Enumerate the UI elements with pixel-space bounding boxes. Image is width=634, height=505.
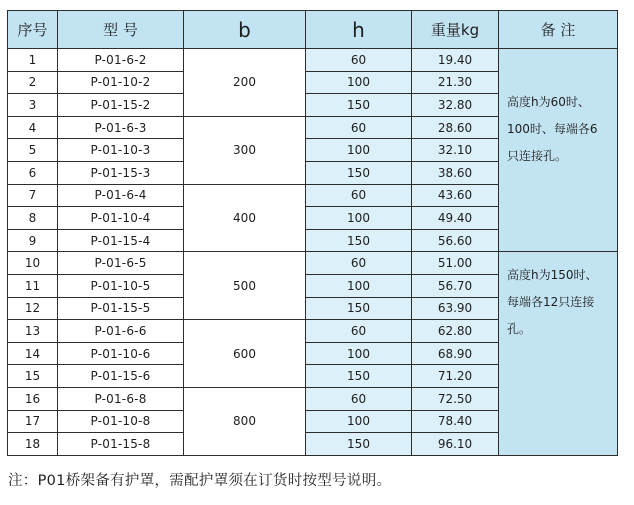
header-model: 型 号 [58, 11, 184, 49]
cell-model: P-01-15-6 [58, 365, 184, 388]
cell-weight: 72.50 [412, 387, 499, 410]
cell-weight: 38.60 [412, 161, 499, 184]
cell-h: 60 [306, 184, 412, 207]
header-h: h [306, 11, 412, 49]
cell-b: 600 [184, 320, 306, 388]
cell-seq: 4 [8, 116, 58, 139]
cell-b: 800 [184, 387, 306, 455]
cell-h: 100 [306, 274, 412, 297]
cell-model: P-01-10-6 [58, 342, 184, 365]
cell-seq: 13 [8, 320, 58, 343]
cell-h: 150 [306, 365, 412, 388]
cell-seq: 8 [8, 207, 58, 230]
cell-h: 100 [306, 207, 412, 230]
header-b: b [184, 11, 306, 49]
cell-model: P-01-15-3 [58, 161, 184, 184]
cell-model: P-01-15-8 [58, 433, 184, 456]
header-remark: 备 注 [499, 11, 618, 49]
cell-weight: 19.40 [412, 49, 499, 72]
cell-seq: 16 [8, 387, 58, 410]
cell-seq: 18 [8, 433, 58, 456]
cell-h: 150 [306, 297, 412, 320]
table-header-row [8, 11, 618, 49]
spec-table [7, 10, 618, 456]
cell-seq: 5 [8, 139, 58, 162]
cell-model: P-01-10-3 [58, 139, 184, 162]
cell-seq: 14 [8, 342, 58, 365]
cell-seq: 6 [8, 161, 58, 184]
cell-h: 100 [306, 71, 412, 94]
table-row [8, 49, 618, 72]
cell-model: P-01-6-4 [58, 184, 184, 207]
cell-seq: 17 [8, 410, 58, 433]
cell-h: 60 [306, 49, 412, 72]
cell-h: 60 [306, 387, 412, 410]
cell-model: P-01-15-2 [58, 94, 184, 117]
cell-h: 150 [306, 161, 412, 184]
cell-b: 200 [184, 49, 306, 117]
cell-h: 60 [306, 116, 412, 139]
cell-seq: 1 [8, 49, 58, 72]
cell-seq: 11 [8, 274, 58, 297]
cell-model: P-01-15-4 [58, 229, 184, 252]
cell-seq: 2 [8, 71, 58, 94]
cell-model: P-01-10-2 [58, 71, 184, 94]
cell-b: 500 [184, 252, 306, 320]
cell-weight: 51.00 [412, 252, 499, 275]
cell-b: 400 [184, 184, 306, 252]
cell-model: P-01-6-3 [58, 116, 184, 139]
footnote: 注：P01桥架备有护罩，需配护罩须在订货时按型号说明。 [8, 473, 392, 489]
table-row [8, 252, 618, 275]
cell-weight: 96.10 [412, 433, 499, 456]
cell-seq: 15 [8, 365, 58, 388]
cell-seq: 9 [8, 229, 58, 252]
cell-model: P-01-6-2 [58, 49, 184, 72]
cell-seq: 12 [8, 297, 58, 320]
remark-h150: 高度h为150时、每端各12只连接孔。 [499, 252, 618, 455]
remark-h60-h100: 高度h为60时、100时、每端各6只连接孔。 [499, 49, 618, 252]
cell-weight: 78.40 [412, 410, 499, 433]
cell-weight: 56.70 [412, 274, 499, 297]
cell-weight: 43.60 [412, 184, 499, 207]
cell-weight: 63.90 [412, 297, 499, 320]
cell-weight: 32.80 [412, 94, 499, 117]
cell-weight: 28.60 [412, 116, 499, 139]
cell-model: P-01-6-8 [58, 387, 184, 410]
cell-weight: 21.30 [412, 71, 499, 94]
cell-weight: 56.60 [412, 229, 499, 252]
cell-weight: 68.90 [412, 342, 499, 365]
cell-weight: 49.40 [412, 207, 499, 230]
cell-model: P-01-6-5 [58, 252, 184, 275]
cell-seq: 10 [8, 252, 58, 275]
cell-h: 100 [306, 410, 412, 433]
cell-weight: 71.20 [412, 365, 499, 388]
header-weight: 重量kg [412, 11, 499, 49]
cell-b: 300 [184, 116, 306, 184]
cell-h: 150 [306, 94, 412, 117]
header-seq: 序号 [8, 11, 58, 49]
cell-weight: 62.80 [412, 320, 499, 343]
cell-h: 150 [306, 229, 412, 252]
cell-model: P-01-10-5 [58, 274, 184, 297]
cell-h: 100 [306, 139, 412, 162]
cell-model: P-01-10-8 [58, 410, 184, 433]
cell-model: P-01-10-4 [58, 207, 184, 230]
cell-h: 100 [306, 342, 412, 365]
cell-seq: 7 [8, 184, 58, 207]
cell-weight: 32.10 [412, 139, 499, 162]
cell-model: P-01-6-6 [58, 320, 184, 343]
cell-h: 60 [306, 252, 412, 275]
cell-h: 60 [306, 320, 412, 343]
cell-h: 150 [306, 433, 412, 456]
cell-seq: 3 [8, 94, 58, 117]
cell-model: P-01-15-5 [58, 297, 184, 320]
